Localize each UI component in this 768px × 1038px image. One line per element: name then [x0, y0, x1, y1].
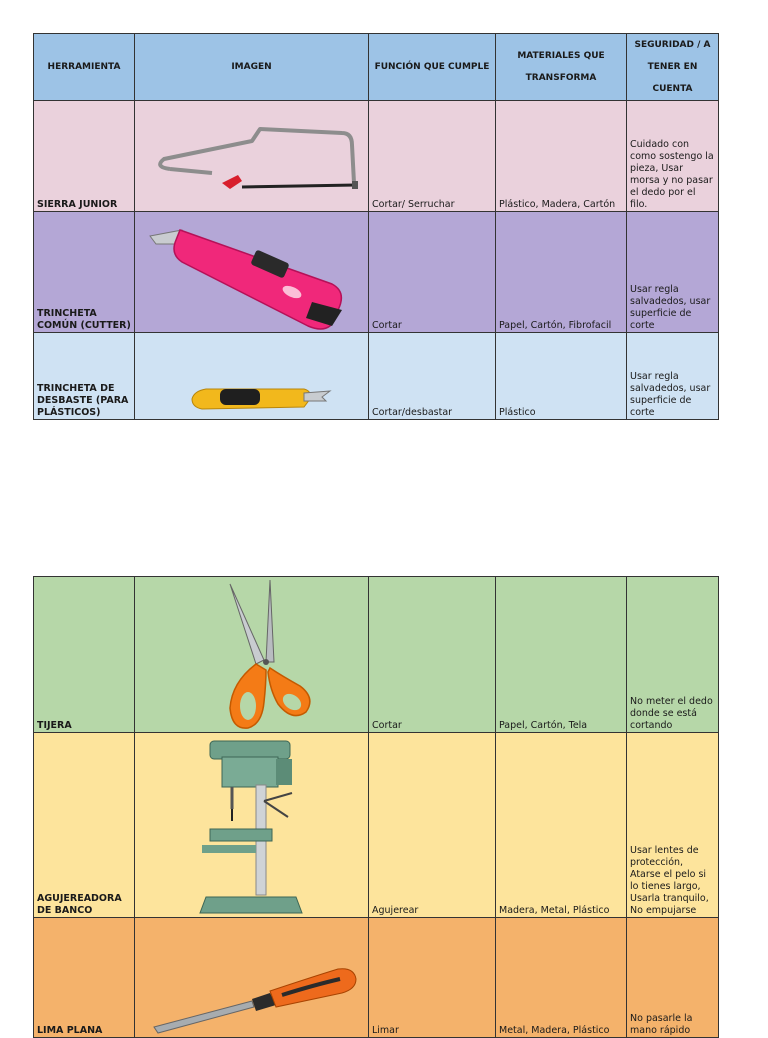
- safety-notes: No meter el dedo donde se está cortando: [627, 577, 719, 733]
- function: Limar: [369, 918, 496, 1038]
- header-safety: SEGURIDAD / A TENER EN CUENTA: [627, 34, 719, 101]
- function: Cortar/ Serruchar: [369, 101, 496, 212]
- safety-notes: Usar regla salvadedos, usar superficie de corte: [627, 333, 719, 420]
- materials: Plástico: [496, 333, 627, 420]
- function: Cortar: [369, 212, 496, 333]
- materials: Metal, Madera, Plástico: [496, 918, 627, 1038]
- hacksaw-icon: [142, 111, 362, 211]
- tool-name: AGUJEREADORA DE BANCO: [34, 733, 135, 918]
- safety-notes: No pasarle la mano rápido: [627, 918, 719, 1038]
- materials: Papel, Cartón, Fibrofacil: [496, 212, 627, 333]
- table-row: [34, 333, 719, 420]
- function: Agujerear: [369, 733, 496, 918]
- scissors-icon: [192, 578, 312, 732]
- tool-name: TIJERA: [34, 577, 135, 733]
- header-function: FUNCIÓN QUE CUMPLE: [369, 34, 496, 101]
- table-row: [34, 577, 719, 733]
- materials: Papel, Cartón, Tela: [496, 577, 627, 733]
- table-row: [34, 918, 719, 1038]
- tool-name: LIMA PLANA: [34, 918, 135, 1038]
- tool-name: SIERRA JUNIOR: [34, 101, 135, 212]
- drill-press-icon: [192, 737, 312, 917]
- safety-notes: Cuidado con como sostengo la pieza, Usar morsa y no pasar el dedo por el filo.: [627, 101, 719, 212]
- flat-file-icon: [142, 957, 362, 1037]
- function: Cortar: [369, 577, 496, 733]
- table-row: [34, 212, 719, 333]
- materials: Madera, Metal, Plástico: [496, 733, 627, 918]
- table-row: [34, 733, 719, 918]
- tool-name: TRINCHETA DE DESBASTE (PARA PLÁSTICOS): [34, 333, 135, 420]
- materials: Plástico, Madera, Cartón: [496, 101, 627, 212]
- header-materials: MATERIALES QUE TRANSFORMA: [496, 34, 627, 101]
- tools-table-1: [33, 33, 719, 420]
- tools-table-2: [33, 576, 719, 1038]
- function: Cortar/desbastar: [369, 333, 496, 420]
- utility-knife-icon: [142, 222, 362, 332]
- header-image: IMAGEN: [135, 34, 369, 101]
- tool-name: TRINCHETA COMÚN (CUTTER): [34, 212, 135, 333]
- hook-blade-cutter-icon: [172, 369, 332, 419]
- table-row: [34, 101, 719, 212]
- safety-notes: Usar lentes de protección, Atarse el pelo si lo tienes largo, Usarla tranquilo, No empujarse: [627, 733, 719, 918]
- header-row: [34, 34, 719, 101]
- safety-notes: Usar regla salvadedos, usar superficie de corte: [627, 212, 719, 333]
- header-tool: HERRAMIENTA: [34, 34, 135, 101]
